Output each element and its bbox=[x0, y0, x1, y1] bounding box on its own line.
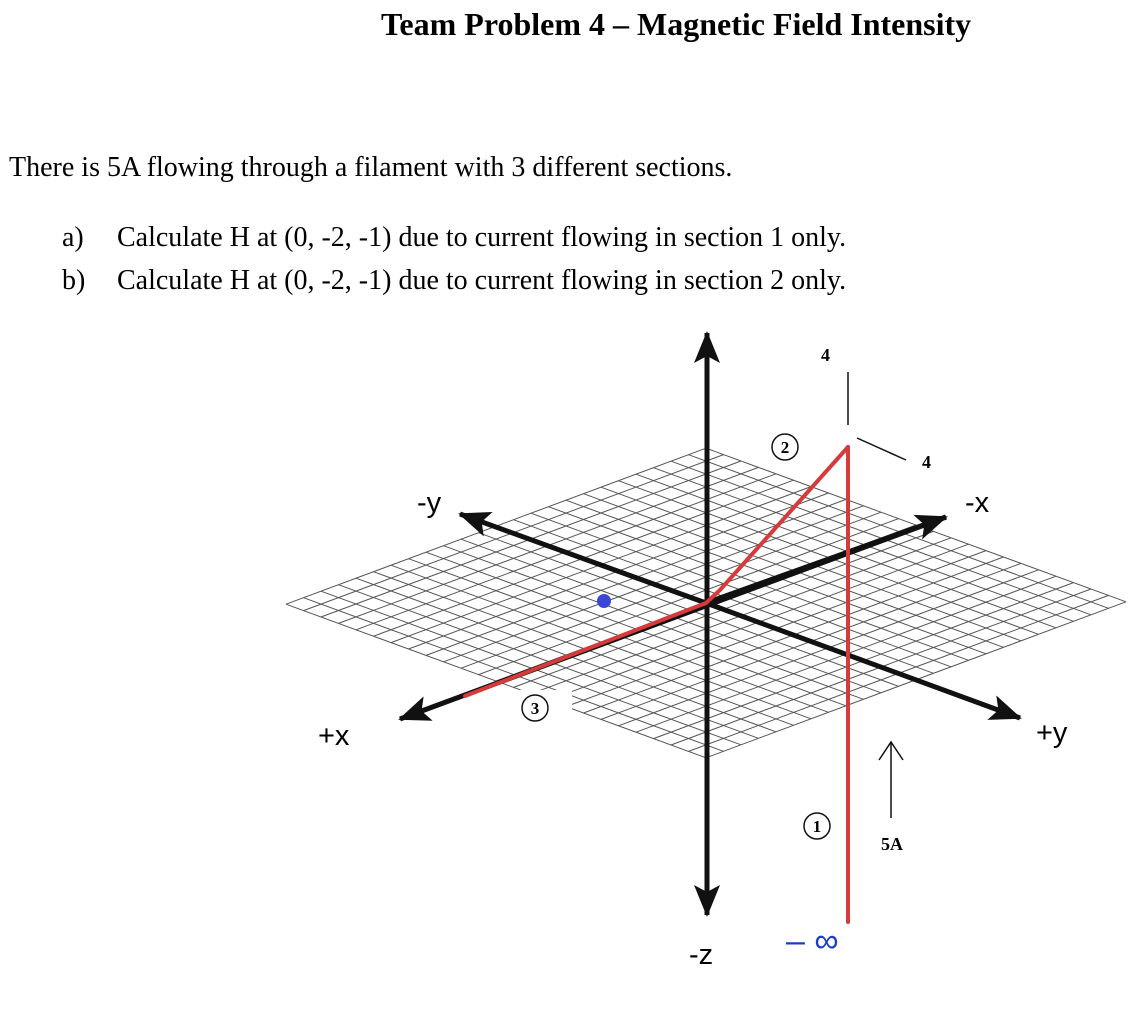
section-2-number: 2 bbox=[780, 438, 790, 457]
height-dimension-label: 4 bbox=[821, 345, 830, 365]
section-3-marker bbox=[516, 690, 572, 730]
question-b-letter: b) bbox=[62, 265, 86, 296]
question-a-text: Calculate H at (0, -2, -1) due to current flowing in section 1 only. bbox=[117, 222, 847, 253]
width-dimension-label: 4 bbox=[922, 452, 931, 472]
axis-label-neg-z: -z bbox=[689, 939, 714, 971]
y-axis-line bbox=[460, 514, 706, 603]
section-1-marker bbox=[804, 813, 830, 839]
page-title: Team Problem 4 – Magnetic Field Intensity bbox=[381, 6, 972, 42]
x-axis-negative bbox=[706, 517, 946, 603]
question-a-letter: a) bbox=[62, 222, 84, 253]
section-1-number: 1 bbox=[812, 817, 822, 836]
problem-statement: There is 5A flowing through a filament with 3 different sections. bbox=[9, 152, 733, 183]
current-direction-arrow bbox=[879, 742, 903, 818]
current-label: 5A bbox=[881, 834, 903, 854]
negative-infinity-label: – ∞ bbox=[786, 922, 839, 960]
axis-label-neg-x: -x bbox=[965, 487, 990, 519]
section-3-number: 3 bbox=[530, 699, 540, 718]
filament-section-3 bbox=[465, 603, 706, 696]
question-b-text: Calculate H at (0, -2, -1) due to current flowing in section 2 only. bbox=[117, 265, 847, 296]
width-tick bbox=[857, 438, 906, 460]
section-2-marker bbox=[772, 434, 798, 460]
axis-label-neg-y: -y bbox=[417, 487, 442, 519]
dimension-marks bbox=[848, 372, 906, 460]
axis-label-pos-y: +y bbox=[1036, 717, 1068, 749]
observation-point bbox=[597, 594, 611, 608]
axis-label-pos-x: +x bbox=[318, 720, 350, 752]
